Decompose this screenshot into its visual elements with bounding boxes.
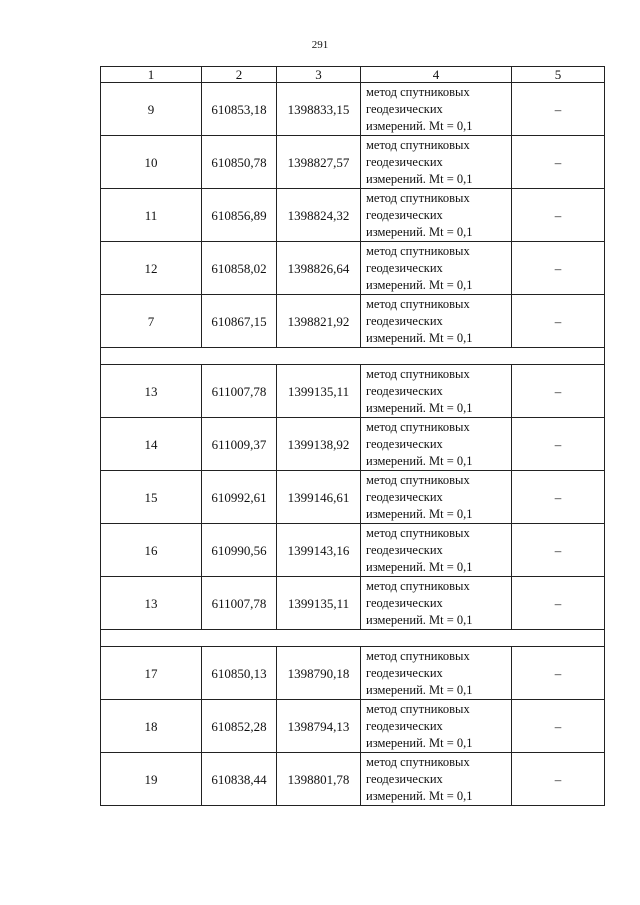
table-row bbox=[101, 577, 605, 630]
method-text-line: измерений. Mt = 0,1 bbox=[366, 559, 473, 574]
table-row bbox=[101, 365, 605, 418]
method-text-line: измерений. Mt = 0,1 bbox=[366, 330, 473, 345]
group-separator-cell bbox=[101, 348, 605, 365]
point-number-cell: 13 bbox=[101, 365, 202, 418]
point-number-cell: 10 bbox=[101, 136, 202, 189]
method-text-line: измерений. Mt = 0,1 bbox=[366, 453, 473, 468]
method-text-line: измерений. Mt = 0,1 bbox=[366, 224, 473, 239]
y-coordinate-cell: 1398801,78 bbox=[277, 753, 361, 806]
table-row bbox=[101, 753, 605, 806]
point-number-cell: 19 bbox=[101, 753, 202, 806]
description-cell: – bbox=[512, 295, 605, 348]
method-text-line: метод спутниковых bbox=[366, 419, 470, 434]
method-text-line: геодезических bbox=[366, 718, 443, 733]
description-cell: – bbox=[512, 242, 605, 295]
x-coordinate-cell: 611007,78 bbox=[202, 365, 277, 418]
group-separator-cell bbox=[101, 630, 605, 647]
method-text-line: геодезических bbox=[366, 595, 443, 610]
point-number-cell: 7 bbox=[101, 295, 202, 348]
point-number-cell: 11 bbox=[101, 189, 202, 242]
method-text-line: геодезических bbox=[366, 436, 443, 451]
table-row bbox=[101, 647, 605, 700]
method-cell bbox=[361, 647, 512, 700]
method-text-line: метод спутниковых bbox=[366, 701, 470, 716]
method-cell bbox=[361, 524, 512, 577]
method-text-line: метод спутниковых bbox=[366, 472, 470, 487]
description-cell: – bbox=[512, 647, 605, 700]
method-text-line: геодезических bbox=[366, 383, 443, 398]
y-coordinate-cell: 1398827,57 bbox=[277, 136, 361, 189]
coordinates-table bbox=[100, 66, 605, 806]
method-text-line: метод спутниковых bbox=[366, 648, 470, 663]
method-text-line: измерений. Mt = 0,1 bbox=[366, 506, 473, 521]
method-text-line: метод спутниковых bbox=[366, 296, 470, 311]
method-text-line: измерений. Mt = 0,1 bbox=[366, 682, 473, 697]
y-coordinate-cell: 1398826,64 bbox=[277, 242, 361, 295]
point-number-cell: 12 bbox=[101, 242, 202, 295]
y-coordinate-cell: 1398821,92 bbox=[277, 295, 361, 348]
method-text-line: измерений. Mt = 0,1 bbox=[366, 400, 473, 415]
x-coordinate-cell: 610992,61 bbox=[202, 471, 277, 524]
y-coordinate-cell: 1399135,11 bbox=[277, 577, 361, 630]
table-row bbox=[101, 189, 605, 242]
description-cell: – bbox=[512, 471, 605, 524]
table-row bbox=[101, 418, 605, 471]
y-coordinate-cell: 1399146,61 bbox=[277, 471, 361, 524]
x-coordinate-cell: 611009,37 bbox=[202, 418, 277, 471]
method-text-line: измерений. Mt = 0,1 bbox=[366, 118, 473, 133]
description-cell: – bbox=[512, 753, 605, 806]
method-text-line: метод спутниковых bbox=[366, 366, 470, 381]
method-text-line: геодезических bbox=[366, 665, 443, 680]
description-cell: – bbox=[512, 577, 605, 630]
method-text-line: геодезических bbox=[366, 260, 443, 275]
table-row bbox=[101, 295, 605, 348]
x-coordinate-cell: 610850,78 bbox=[202, 136, 277, 189]
table-row bbox=[101, 242, 605, 295]
description-cell: – bbox=[512, 83, 605, 136]
method-text-line: метод спутниковых bbox=[366, 190, 470, 205]
column-header: 5 bbox=[512, 67, 605, 83]
method-text-line: метод спутниковых bbox=[366, 754, 470, 769]
x-coordinate-cell: 610867,15 bbox=[202, 295, 277, 348]
point-number-cell: 13 bbox=[101, 577, 202, 630]
method-cell bbox=[361, 418, 512, 471]
column-header: 4 bbox=[361, 67, 512, 83]
x-coordinate-cell: 611007,78 bbox=[202, 577, 277, 630]
x-coordinate-cell: 610838,44 bbox=[202, 753, 277, 806]
point-number-cell: 15 bbox=[101, 471, 202, 524]
point-number-cell: 18 bbox=[101, 700, 202, 753]
method-text-line: метод спутниковых bbox=[366, 578, 470, 593]
x-coordinate-cell: 610858,02 bbox=[202, 242, 277, 295]
column-header: 1 bbox=[101, 67, 202, 83]
x-coordinate-cell: 610853,18 bbox=[202, 83, 277, 136]
method-cell bbox=[361, 365, 512, 418]
method-text-line: геодезических bbox=[366, 101, 443, 116]
method-text-line: геодезических bbox=[366, 154, 443, 169]
table-row bbox=[101, 700, 605, 753]
x-coordinate-cell: 610852,28 bbox=[202, 700, 277, 753]
y-coordinate-cell: 1399143,16 bbox=[277, 524, 361, 577]
y-coordinate-cell: 1399138,92 bbox=[277, 418, 361, 471]
point-number-cell: 9 bbox=[101, 83, 202, 136]
method-cell bbox=[361, 577, 512, 630]
method-text-line: метод спутниковых bbox=[366, 525, 470, 540]
point-number-cell: 16 bbox=[101, 524, 202, 577]
table-row bbox=[101, 83, 605, 136]
method-cell bbox=[361, 471, 512, 524]
group-separator-row bbox=[101, 348, 605, 365]
method-cell bbox=[361, 295, 512, 348]
point-number-cell: 17 bbox=[101, 647, 202, 700]
x-coordinate-cell: 610990,56 bbox=[202, 524, 277, 577]
method-text-line: измерений. Mt = 0,1 bbox=[366, 277, 473, 292]
method-text-line: геодезических bbox=[366, 542, 443, 557]
method-text-line: измерений. Mt = 0,1 bbox=[366, 788, 473, 803]
method-text-line: геодезических bbox=[366, 771, 443, 786]
description-cell: – bbox=[512, 365, 605, 418]
table-row bbox=[101, 471, 605, 524]
method-cell bbox=[361, 242, 512, 295]
method-text-line: метод спутниковых bbox=[366, 137, 470, 152]
method-cell bbox=[361, 136, 512, 189]
method-cell bbox=[361, 189, 512, 242]
method-text-line: геодезических bbox=[366, 313, 443, 328]
method-cell bbox=[361, 753, 512, 806]
table-header-row bbox=[101, 67, 605, 83]
description-cell: – bbox=[512, 136, 605, 189]
method-cell bbox=[361, 83, 512, 136]
page-number: 291 bbox=[311, 39, 329, 51]
y-coordinate-cell: 1398790,18 bbox=[277, 647, 361, 700]
x-coordinate-cell: 610850,13 bbox=[202, 647, 277, 700]
method-text-line: измерений. Mt = 0,1 bbox=[366, 735, 473, 750]
column-header: 2 bbox=[202, 67, 277, 83]
point-number-cell: 14 bbox=[101, 418, 202, 471]
method-text-line: измерений. Mt = 0,1 bbox=[366, 612, 473, 627]
method-text-line: геодезических bbox=[366, 207, 443, 222]
column-header: 3 bbox=[277, 67, 361, 83]
description-cell: – bbox=[512, 524, 605, 577]
description-cell: – bbox=[512, 189, 605, 242]
table-row bbox=[101, 136, 605, 189]
y-coordinate-cell: 1398833,15 bbox=[277, 83, 361, 136]
method-text-line: метод спутниковых bbox=[366, 243, 470, 258]
x-coordinate-cell: 610856,89 bbox=[202, 189, 277, 242]
method-cell bbox=[361, 700, 512, 753]
method-text-line: геодезических bbox=[366, 489, 443, 504]
y-coordinate-cell: 1398794,13 bbox=[277, 700, 361, 753]
table-row bbox=[101, 524, 605, 577]
method-text-line: метод спутниковых bbox=[366, 84, 470, 99]
method-text-line: измерений. Mt = 0,1 bbox=[366, 171, 473, 186]
group-separator-row bbox=[101, 630, 605, 647]
description-cell: – bbox=[512, 418, 605, 471]
y-coordinate-cell: 1398824,32 bbox=[277, 189, 361, 242]
y-coordinate-cell: 1399135,11 bbox=[277, 365, 361, 418]
description-cell: – bbox=[512, 700, 605, 753]
